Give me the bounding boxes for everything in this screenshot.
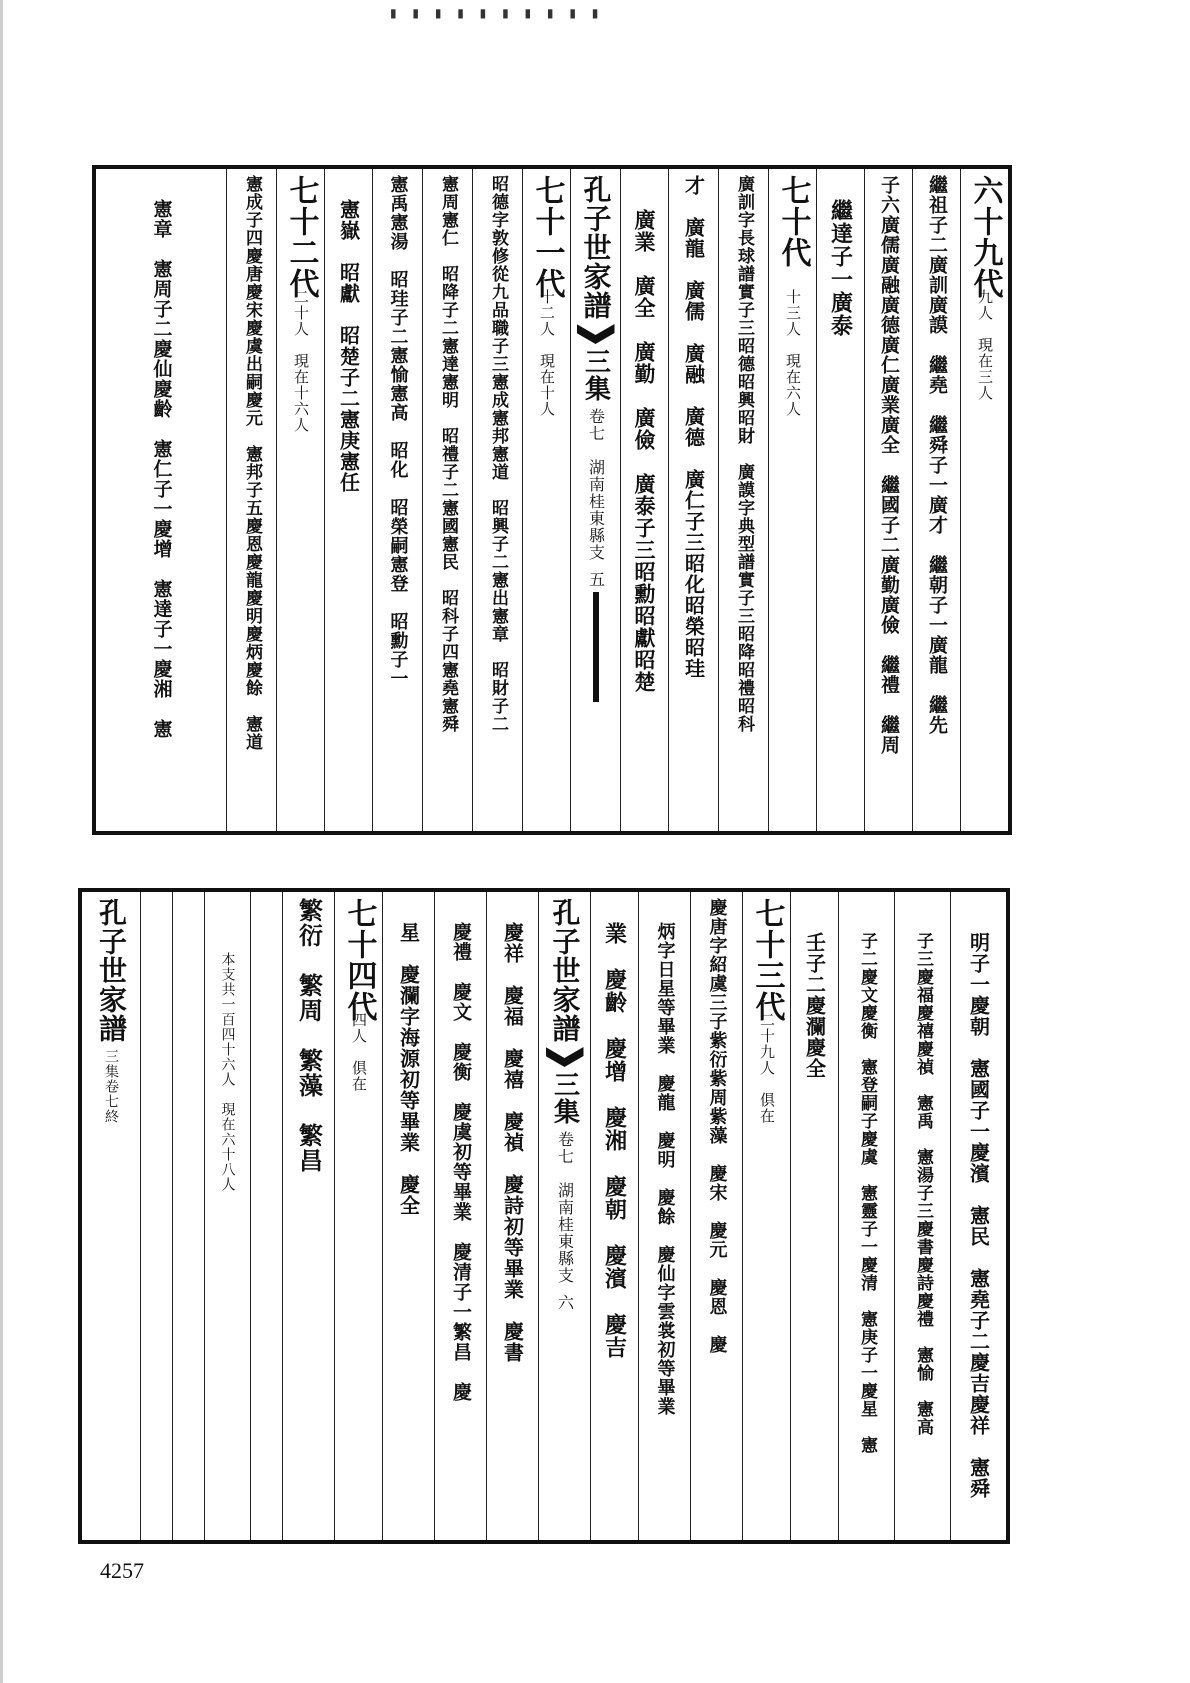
column (372, 169, 422, 831)
center-column (570, 169, 620, 831)
names-column: 星 慶瀾字海源初等畢業 慶全 (396, 922, 421, 1216)
generation-count: 四人 俱在 (350, 1012, 368, 1092)
names-column: 憲禹憲湯 昭珪子二憲愉憲高 昭化 昭榮嗣憲登 昭勳子一 (387, 175, 409, 688)
column (718, 169, 768, 831)
column (950, 892, 1006, 1540)
names-column: 明子一慶朝 憲國子一慶濱 憲民 憲堯子二慶吉慶祥 憲舜 (966, 932, 991, 1499)
genealogy-page-bottom (78, 888, 1010, 1544)
folio-page: 六 (555, 1294, 575, 1311)
names-column: 廣訓字長球譜實子三昭德昭興昭財 廣謨字典型譜實子三昭降昭禮昭科 (734, 175, 754, 733)
column (690, 892, 742, 1540)
generation-heading: 七十代 (775, 175, 811, 268)
book-title: 孔子世家譜 (548, 898, 582, 1043)
names-column: 憲成子四慶唐慶宋慶虞出嗣慶元 憲邦子五慶恩慶龍慶明慶炳慶餘 憲道 (242, 175, 262, 751)
column (790, 892, 838, 1540)
center-bar (593, 592, 599, 702)
generation-heading: 六十九代 (967, 175, 1003, 299)
generation-count: 十二人 現在十人 (538, 289, 556, 417)
names-column: 繁衍 繁周 繁藻 繁昌 (294, 898, 324, 1173)
column (590, 892, 638, 1540)
column (838, 892, 894, 1540)
scan-edge (0, 0, 3, 1683)
center-column (538, 892, 590, 1540)
names-column: 子三慶福慶禧慶禎 憲禹 憲湯子三慶書慶詩慶禮 憲愉 憲高 (913, 932, 933, 1436)
generation-count: 九人 現在三人 (976, 289, 994, 401)
column (638, 892, 690, 1540)
column (226, 169, 276, 831)
end-note: 三集卷七終 (103, 1049, 119, 1124)
names-column: 才 廣龍 廣儒 廣融 廣德 廣仁子三昭化昭榮昭珪 (681, 175, 706, 679)
names-column: 慶祥 慶福 慶禧 慶禎 慶詩初等畢業 慶書 (500, 922, 525, 1363)
names-column: 憲周憲仁 昭降子二憲達憲明 昭禮子二憲國憲民 昭科子四憲堯憲舜 (438, 175, 458, 733)
column (250, 892, 282, 1540)
names-column: 壬子二慶瀾慶全 (802, 932, 827, 1079)
generation-heading: 七十一代 (529, 175, 565, 299)
column (96, 169, 226, 831)
column (864, 169, 912, 831)
column (324, 169, 372, 831)
column (742, 892, 790, 1540)
names-column: 繼祖子二廣訓廣謨 繼堯 繼舜子一廣才 繼朝子一廣龍 繼先 (926, 175, 948, 735)
names-column: 繼達子一廣泰 (827, 199, 854, 337)
names-column: 廣業 廣全 廣勤 廣儉 廣泰子三昭勳昭獻昭楚 (632, 209, 657, 693)
column (486, 892, 538, 1540)
folio-label: 卷七 湖南桂東縣支 (586, 408, 606, 561)
fish-tail-mark (577, 324, 615, 344)
volume-label: 三集 (549, 1071, 580, 1125)
names-column: 子六廣儒廣融廣德廣仁廣業廣全 繼國子二廣勤廣儉 繼禮 繼周 (878, 175, 900, 755)
volume-label: 三集 (580, 348, 611, 402)
generation-heading: 七十二代 (283, 175, 319, 299)
book-title: 孔子世家譜 (579, 175, 613, 320)
end-title: 孔子世家譜 (95, 898, 128, 1043)
generation-heading: 七十四代 (341, 898, 377, 1022)
column (816, 169, 864, 831)
names-column: 憲嶽 昭獻 昭楚子二憲庚憲任 (336, 199, 361, 493)
column (620, 169, 668, 831)
scan-noise: ▮ ▮ ▮ ▮ ▮ ▮ ▮ ▮ ▮ ▮ (390, 6, 605, 20)
column (768, 169, 816, 831)
generation-heading: 七十三代 (749, 898, 785, 1022)
column (334, 892, 382, 1540)
column (522, 169, 570, 831)
genealogy-page-top (92, 165, 1012, 835)
generation-count: 二十九人 俱在 (758, 1012, 776, 1124)
names-column: 慶禮 慶文 慶衡 慶虞初等畢業 慶清子一繁昌 慶 (450, 922, 472, 1402)
column (894, 892, 950, 1540)
column (276, 169, 324, 831)
column (140, 892, 172, 1540)
names-column: 業 慶齡 慶增 慶湘 慶朝 慶濱 慶吉 (601, 922, 628, 1359)
generation-count: 二十人 現在十六人 (292, 289, 310, 433)
column (422, 169, 472, 831)
column (382, 892, 434, 1540)
names-column: 慶唐字紹虞三子紫衍紫周紫藻 慶宋 慶元 慶恩 慶 (706, 898, 728, 1354)
fish-tail-mark (546, 1047, 584, 1067)
folio-page: 五 (586, 571, 606, 588)
column (282, 892, 334, 1540)
generation-count: 十三人 現在六人 (784, 289, 802, 417)
column (912, 169, 960, 831)
column (668, 169, 718, 831)
column (960, 169, 1008, 831)
folio-label: 卷七 湖南桂東縣支 (555, 1131, 575, 1284)
names-column: 炳字日星等畢業 慶龍 慶明 慶餘 慶仙字雲裳初等畢業 (654, 922, 676, 1416)
names-column: 子二慶文慶衡 憲登嗣子慶虞 憲靈子一慶清 憲庚子一慶星 憲 (857, 932, 877, 1454)
column (82, 892, 140, 1540)
names-column: 昭德字敦修從九品職子三憲成憲邦憲道 昭興子二憲出憲章 昭財子二 (488, 175, 508, 733)
column (204, 892, 250, 1540)
page-number: 4257 (100, 1558, 144, 1583)
names-column: 憲章 憲周子二慶仙慶齡 憲仁子一慶增 憲達子一慶湘 憲 (150, 199, 173, 739)
column (472, 169, 522, 831)
column (172, 892, 204, 1540)
column (434, 892, 486, 1540)
branch-summary: 本支共一百四十六人 現在六十八人 (219, 952, 236, 1192)
